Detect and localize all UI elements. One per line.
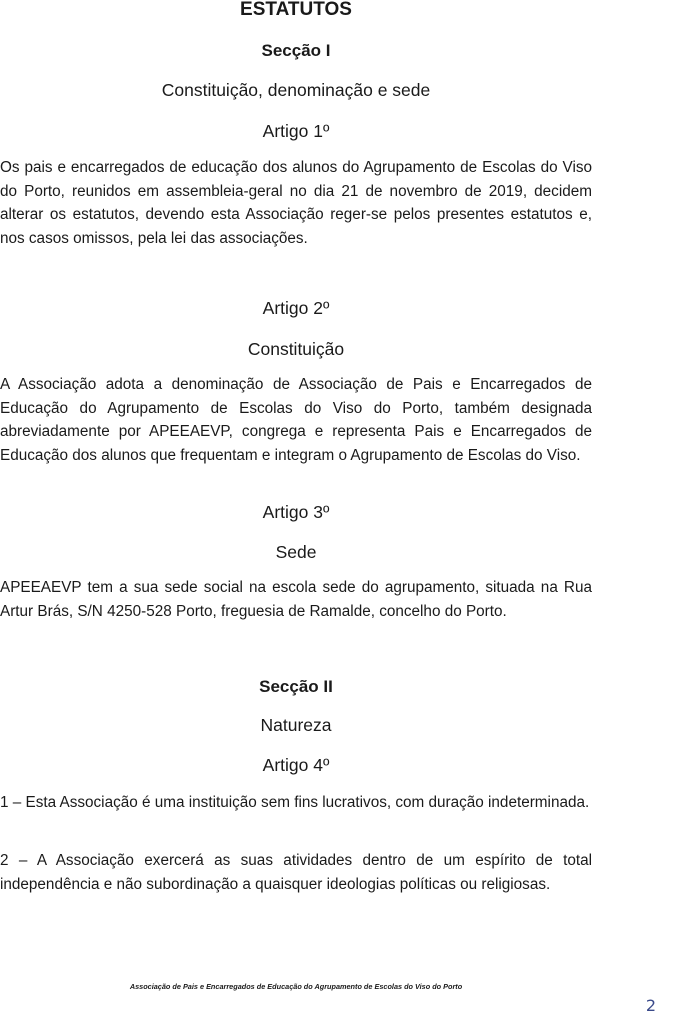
section-1-heading: Secção I bbox=[261, 41, 331, 60]
section-2-heading: Secção II bbox=[259, 677, 333, 696]
article-2-subtitle: Constituição bbox=[247, 339, 345, 359]
page-number: 2 bbox=[645, 996, 656, 1015]
article-2-heading: Artigo 2º bbox=[262, 298, 330, 318]
article-3-paragraph: APEEAEVP tem a sua sede social na escola sede do agrupamento, situada na Rua Artur Brás, S/N 4250-528 Porto, freguesia de Ramalde, concelho do Porto. bbox=[0, 579, 592, 620]
document-title: ESTATUTOS bbox=[240, 0, 352, 20]
footer-text: Associação de Pais e Encarregados de Educação do Agrupamento de Escolas do Viso do Porto bbox=[129, 982, 463, 991]
article-3-subtitle: Sede bbox=[275, 542, 317, 562]
article-3-heading: Artigo 3º bbox=[262, 502, 330, 522]
article-4-paragraph-2: 2 – A Associação exercerá as suas atividades dentro de um espírito de total independência e não subordinação a quaisquer ideologias políticas ou religiosas. bbox=[0, 852, 592, 893]
article-4-paragraph-1: 1 – Esta Associação é uma instituição sem fins lucrativos, com duração indeterminada. bbox=[0, 794, 590, 811]
article-1-paragraph: Os pais e encarregados de educação dos alunos do Agrupamento de Escolas do Viso do Porto, reunidos em assembleia-geral no dia 21 de novembro de 2019, decidem alterar os estatutos, devendo esta Associação reger-se pelos presentes estatutos e, nos casos omissos, pela lei das associações. bbox=[0, 159, 592, 247]
section-2-subtitle: Natureza bbox=[260, 715, 332, 735]
article-2-paragraph: A Associação adota a denominação de Associação de Pais e Encarregados de Educação do Agrupamento de Escolas do Viso do Porto, também designada abreviadamente por APEEAEVP, congrega e representa Pais e Encarregados de Educação dos alunos que frequentam e integram o Agrupamento de Escolas do Viso. bbox=[0, 376, 592, 464]
section-1-subtitle: Constituição, denominação e sede bbox=[161, 80, 431, 100]
article-1-heading: Artigo 1º bbox=[262, 121, 330, 141]
article-4-heading: Artigo 4º bbox=[262, 755, 330, 775]
